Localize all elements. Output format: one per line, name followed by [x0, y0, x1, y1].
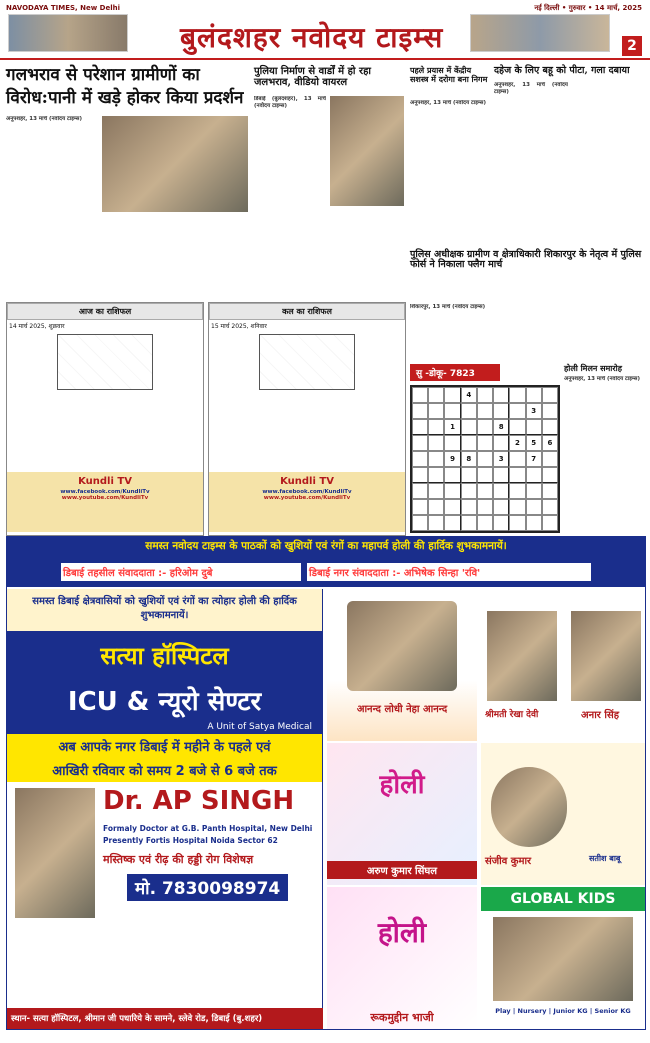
sudoku-cell [428, 419, 444, 435]
sudoku-cell [493, 483, 509, 499]
masthead-photo-right [470, 14, 610, 52]
sudoku-cell [412, 467, 428, 483]
masthead [0, 0, 650, 60]
ad-global-kids [481, 887, 645, 1029]
sudoku-cell: 5 [526, 435, 542, 451]
kundli-youtube-2: www.youtube.com/KundliTv [263, 495, 351, 501]
sudoku-cell [477, 387, 493, 403]
sudoku-cell [542, 419, 558, 435]
sudoku-cell [509, 483, 525, 499]
sudoku-cell: 3 [526, 403, 542, 419]
story4-body [494, 82, 568, 246]
sudoku-cell [477, 419, 493, 435]
sudoku-cell [493, 435, 509, 451]
story2-body-lower [254, 208, 404, 298]
ad-top-banner [7, 537, 645, 587]
doctor-former: Formaly Doctor at G.B. Panth Hospital, New Delhi [103, 824, 313, 833]
sudoku-cell [542, 403, 558, 419]
kundli-brand-1: Kundli TV [78, 476, 132, 487]
holi-meet-dateline: अनूपशहर, 13 मार्च (नवोदय टाइम्स) [564, 375, 640, 382]
ad-global-title: GLOBAL KIDS [481, 887, 645, 911]
hospital-greeting: समस्त डिबाई क्षेत्रवासियों को खुशियों एवं रंगों का त्योहार होली की हार्दिक शुभकामनायें। [7, 589, 322, 631]
doctor-block [7, 782, 322, 942]
lead-photo [102, 116, 248, 212]
kundli-youtube-1: www.youtube.com/KundliTv [61, 495, 149, 501]
ad-arun-holi: होली [379, 770, 425, 800]
sudoku-cell [509, 387, 525, 403]
hospital-name: सत्या हॉस्पिटल [7, 631, 322, 680]
sudoku-cell [477, 435, 493, 451]
sudoku-cell [493, 515, 509, 531]
hospital-tagline2: आखिरी रविवार को समय 2 बजे से 6 बजे तक [7, 758, 322, 782]
sudoku-cell [412, 403, 428, 419]
lead-headline [6, 66, 246, 114]
sudoku-cell: 8 [461, 451, 477, 467]
sudoku-cell: 3 [493, 451, 509, 467]
ad-anar-name: अनार सिंह [581, 710, 620, 721]
kundli-brand-2: Kundli TV [280, 476, 334, 487]
sudoku-cell [428, 387, 444, 403]
sudoku-cell [412, 499, 428, 515]
sudoku-cell [493, 499, 509, 515]
ad-rukmuddin-name: रूकमुद्दीन भाजी [370, 1011, 434, 1024]
sudoku-cell [461, 419, 477, 435]
sudoku-cell [461, 515, 477, 531]
lead-dateline: अनूपशहर, 13 मार्च (नवोदय टाइम्स) [6, 116, 82, 122]
sudoku-cell: 8 [493, 419, 509, 435]
ad-satish-name: सतीश बाबू [589, 854, 621, 863]
sudoku-cell [477, 483, 493, 499]
sudoku-cell: 4 [461, 387, 477, 403]
lead-body-col2 [102, 214, 172, 300]
lead-body [6, 116, 98, 300]
ad-global-photo [493, 917, 633, 1001]
story4-headline: दहेज के लिए बहू को पीटा, गला दबाया [494, 65, 630, 76]
sudoku-cell [542, 515, 558, 531]
sudoku-cell [428, 515, 444, 531]
doctor-name: Dr. AP SINGH [103, 786, 295, 816]
sudoku-cell [428, 483, 444, 499]
ad-arun [327, 743, 477, 885]
kundli-facebook-1: www.facebook.com/KundliTv [60, 489, 150, 495]
sudoku-cell [542, 467, 558, 483]
edition-label: NAVODAYA TIMES, New Delhi [6, 4, 120, 12]
sudoku-cell: 6 [542, 435, 558, 451]
ad-global-sub: Play | Nursery | Junior KG | Senior KG [495, 1007, 631, 1015]
doctor-photo [15, 788, 95, 918]
sudoku-cell [526, 467, 542, 483]
sudoku-cell [412, 435, 428, 451]
ad-greeting: समस्त नवोदय टाइम्स के पाठकों को खुशियों एवं रंगों का महापर्व होली की हार्दिक शुभकामनायें। [145, 540, 507, 552]
sudoku-cell [444, 403, 460, 419]
sudoku-cell [509, 451, 525, 467]
sudoku-grid [410, 385, 560, 533]
story2-photo [330, 96, 404, 206]
sudoku-cell: 1 [444, 419, 460, 435]
sudoku-cell [509, 403, 525, 419]
sudoku-cell [542, 499, 558, 515]
doctor-mobile: मो. 7830098974 [127, 874, 288, 901]
ad-sanjeev-photo [491, 767, 567, 847]
sudoku-cell [477, 403, 493, 419]
ad-rekha-name: श्रीमती रेखा देवी [485, 710, 539, 720]
ad-rukmuddin-holi: होली [377, 916, 427, 949]
sudoku-cell [444, 387, 460, 403]
sudoku-cell [477, 451, 493, 467]
sudoku-title: सु -डोकू- 7823 [410, 364, 500, 381]
sudoku-cell [509, 499, 525, 515]
sudoku-cell [493, 403, 509, 419]
ad-sanjeev-name: संजीव कुमार [485, 856, 532, 867]
horoscope-today-date: 14 मार्च 2025, शुक्रवार [9, 323, 65, 330]
ad-rekha-anar [481, 591, 645, 741]
sudoku-cell [428, 467, 444, 483]
kundli-tv-ad-1 [7, 472, 203, 532]
sudoku-cell [461, 435, 477, 451]
kundli-chart-today [57, 334, 153, 390]
lead-body-col3 [176, 214, 248, 300]
sudoku-box [410, 364, 560, 534]
ad-arun-name: अरुण कुमार सिंघल [327, 861, 477, 879]
sudoku-cell [526, 387, 542, 403]
correspondent-nagar: डिबाई नगर संवाददाता :- अभिषेक सिन्हा 'रवि' [307, 563, 591, 581]
horoscope-tomorrow-body [209, 392, 405, 472]
sudoku-cell [444, 499, 460, 515]
sudoku-cell [428, 403, 444, 419]
doctor-specialty: मस्तिष्क एवं रीढ़ की हड्डी रोग विशेषज्ञ [103, 853, 254, 866]
holi-meet-headline: होली मिलन समारोह [564, 363, 622, 373]
story4-dateline: अनूपशहर, 13 मार्च (नवोदय टाइम्स) [494, 82, 568, 95]
horoscope-today-body [7, 392, 203, 472]
ad-rukmuddin [327, 887, 477, 1029]
sudoku-cell: 9 [444, 451, 460, 467]
sudoku-cell [412, 483, 428, 499]
sudoku-cell [542, 483, 558, 499]
kundli-facebook-2: www.facebook.com/KundliTv [262, 489, 352, 495]
horoscope-tomorrow-date: 15 मार्च 2025, शनिवार [211, 323, 267, 330]
sudoku-cell [509, 467, 525, 483]
dateline: नई दिल्ली • गुरुवार • 14 मार्च, 2025 [534, 4, 642, 12]
story5-body [410, 304, 646, 360]
sudoku-cell [428, 499, 444, 515]
sudoku-cell [444, 515, 460, 531]
newspaper-title: बुलंदशहर नवोदय टाइम्स [180, 21, 444, 54]
sudoku-cell [428, 451, 444, 467]
sudoku-cell [444, 467, 460, 483]
sudoku-cell [428, 435, 444, 451]
sudoku-cell [493, 387, 509, 403]
holi-ad-section [6, 536, 646, 1030]
horoscope-tomorrow [208, 302, 406, 536]
ad-anand-neha [327, 591, 477, 741]
sudoku-cell [461, 483, 477, 499]
story5-dateline: शिकारपुर, 13 मार्च (नवोदय टाइम्स) [410, 304, 486, 310]
ad-anar-photo [571, 611, 641, 701]
ad-sanjeev-satish [481, 743, 645, 885]
hospital-address: स्थान- सत्या हॉस्पिटल, श्रीमान जी पधारिये के सामने, स्लेवे रोड, डिबाई (बु.शहर) [7, 1008, 323, 1029]
correspondent-tehsil: डिबाई तहसील संवाददाता :- हरिओम दुबे [61, 563, 301, 581]
story4-body-col2 [572, 82, 646, 246]
sudoku-cell [461, 467, 477, 483]
story2-dateline: डिबाई (बुलंदशहर), 13 मार्च (नवोदय टाइम्स) [254, 96, 326, 109]
sudoku-cell [542, 451, 558, 467]
story3-dateline: अनूपशहर, 13 मार्च (नवोदय टाइम्स) [410, 100, 486, 106]
kundli-tv-ad-2 [209, 472, 405, 532]
ad-rekha-photo [487, 611, 557, 701]
sudoku-cell [412, 451, 428, 467]
sudoku-cell [412, 515, 428, 531]
sudoku-cell [461, 499, 477, 515]
hospital-icu: ICU & न्यूरो सेण्टर [7, 680, 322, 720]
sudoku-cell [526, 483, 542, 499]
sudoku-cell [444, 435, 460, 451]
ad-anand-name: आनन्द लोधी [356, 704, 403, 715]
kundli-chart-tomorrow [259, 334, 355, 390]
sudoku-cell: 2 [509, 435, 525, 451]
sudoku-cell [526, 419, 542, 435]
sudoku-cell [542, 387, 558, 403]
horoscope-today-title: आज का राशिफल [7, 303, 203, 320]
sudoku-cell [477, 515, 493, 531]
lead-headline-line2: विरोध:पानी में खड़े होकर किया प्रदर्शन [6, 87, 244, 108]
holi-meet-story [564, 364, 646, 534]
story3-body [410, 100, 490, 246]
sudoku-cell [477, 499, 493, 515]
doctor-present: Presently Fortis Hospital Noida Sector 62 [103, 836, 278, 845]
horoscope-today [6, 302, 204, 536]
sudoku-cell [509, 419, 525, 435]
sudoku-cell [461, 403, 477, 419]
lead-headline-line1: गलभराव से परेशान ग्रामीणों का [6, 65, 200, 85]
story5-headline: पुलिस अधीक्षक ग्रामीण व क्षेत्राधिकारी शिकारपुर के नेतृत्व में पुलिस फोर्स ने निकाला फ्लैग मार्च [410, 249, 642, 271]
masthead-photo-left [8, 14, 128, 52]
story3-headline: पहले प्रयास में केंद्रीय सशस्त्र में दरोगा बना निगम [410, 65, 488, 84]
story2-headline: पुलिया निर्माण से वार्डों में हो रहा जलभराव, वीडियो वायरल [254, 66, 371, 88]
sudoku-cell [412, 387, 428, 403]
sudoku-cell [477, 467, 493, 483]
sudoku-cell [526, 499, 542, 515]
ad-neha-name: नेहा आनन्द [406, 704, 448, 715]
hospital-tagline1: अब आपके नगर डिबाई में महीने के पहले एवं [7, 734, 322, 758]
sudoku-cell [509, 515, 525, 531]
sudoku-cell [526, 515, 542, 531]
sudoku-cell [444, 483, 460, 499]
hospital-ad [7, 589, 323, 1029]
holi-meet-body [564, 376, 646, 526]
page-number: 2 [622, 36, 642, 56]
ad-anand-photo [347, 601, 457, 691]
horoscope-tomorrow-title: कल का राशिफल [209, 303, 405, 320]
sudoku-cell [412, 419, 428, 435]
sudoku-cell: 7 [526, 451, 542, 467]
hospital-unit: A Unit of Satya Medical [7, 720, 322, 734]
sudoku-cell [493, 467, 509, 483]
